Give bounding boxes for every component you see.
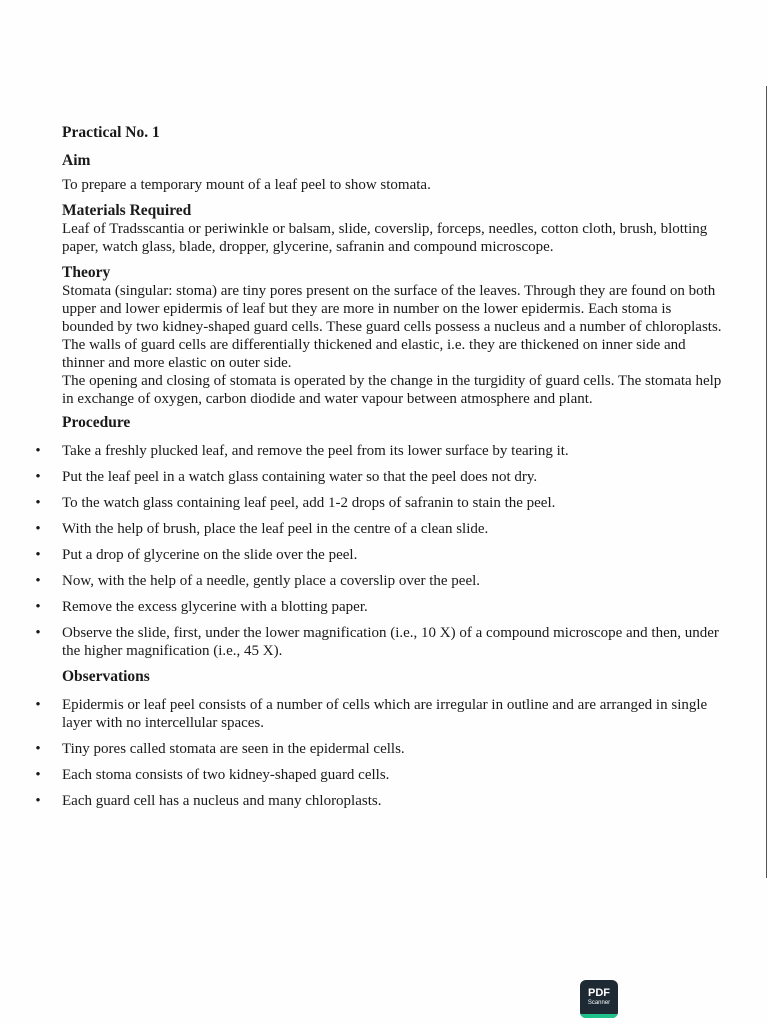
bullet-icon: •: [35, 625, 41, 641]
bullet-icon: •: [35, 547, 41, 563]
observations-list: [33, 696, 726, 810]
procedure-step-text: Put the leaf peel in a watch glass containing water so that the peel does not dry.: [62, 469, 538, 485]
procedure-step: [33, 624, 726, 660]
bullet-icon: •: [35, 697, 41, 713]
theory-paragraph-1: Stomata (singular: stoma) are tiny pores present on the surface of the leaves. Through they are found on both upper and lower epidermis of leaf but they are more in number on the lower epidermis. Each stoma is bounded by two kidney-shaped guard cells. These guard cells possess a nucleus and a number of chloroplasts. The walls of guard cells are differentially thickened and elastic, i.e. they are thickened on inner side and thinner and more elastic on outer side.: [62, 283, 722, 371]
observation-text: Each stoma consists of two kidney-shaped guard cells.: [62, 767, 390, 783]
observation-item: [33, 792, 726, 810]
materials-heading: Materials Required: [62, 202, 192, 219]
badge-accent-bar: [580, 1014, 618, 1018]
bullet-icon: •: [35, 741, 41, 757]
aim-heading: Aim: [62, 152, 91, 169]
observation-text: Epidermis or leaf peel consists of a number of cells which are irregular in outline and are arranged in single layer with no intercellular spaces.: [62, 697, 708, 731]
procedure-step: [33, 494, 726, 512]
procedure-step-text: Now, with the help of a needle, gently place a coverslip over the peel.: [62, 573, 481, 589]
procedure-step-text: Take a freshly plucked leaf, and remove the peel from its lower surface by tearing it.: [62, 443, 569, 459]
aim-text: To prepare a temporary mount of a leaf peel to show stomata.: [62, 177, 431, 193]
badge-label: PDF: [588, 987, 610, 999]
bullet-icon: •: [35, 469, 41, 485]
badge-sublabel: Scanner: [587, 1000, 611, 1006]
procedure-step: [33, 572, 726, 590]
observation-text: Tiny pores called stomata are seen in the epidermal cells.: [62, 741, 405, 757]
bullet-icon: •: [35, 573, 41, 589]
observation-text: Each guard cell has a nucleus and many chloroplasts.: [62, 793, 382, 809]
bullet-icon: •: [35, 599, 41, 615]
document-content: [35, 124, 726, 818]
procedure-list: [33, 442, 726, 660]
procedure-heading: Procedure: [62, 414, 131, 431]
bullet-icon: •: [35, 793, 41, 809]
observation-item: [33, 740, 726, 758]
bullet-icon: •: [35, 443, 41, 459]
procedure-step: [33, 442, 726, 460]
procedure-step-text: Put a drop of glycerine on the slide over the peel.: [62, 547, 358, 563]
pdf-scanner-badge-icon[interactable]: [580, 980, 618, 1018]
theory-heading: Theory: [62, 264, 111, 281]
procedure-step-text: To the watch glass containing leaf peel, add 1-2 drops of safranin to stain the peel.: [62, 495, 556, 511]
procedure-step-text: With the help of brush, place the leaf peel in the centre of a clean slide.: [62, 521, 489, 537]
procedure-step-text: Remove the excess glycerine with a blotting paper.: [62, 599, 368, 615]
theory-paragraph-2: The opening and closing of stomata is operated by the change in the turgidity of guard cells. The stomata help in exchange of oxygen, carbon diodide and water vapour between atmosphere and plant.: [62, 373, 722, 407]
practical-title: Practical No. 1: [62, 124, 160, 141]
procedure-step: [33, 546, 726, 564]
observations-heading: Observations: [62, 668, 150, 685]
page-edge-line: [766, 86, 767, 878]
procedure-step: [33, 598, 726, 616]
materials-text: Leaf of Tradsscantia or periwinkle or balsam, slide, coverslip, forceps, needles, cotton cloth, brush, blotting paper, watch glass, blade, dropper, glycerine, safranin and compound microscope.: [62, 221, 708, 255]
bullet-icon: •: [35, 521, 41, 537]
observation-item: [33, 696, 726, 732]
bullet-icon: •: [35, 767, 41, 783]
procedure-step: [33, 468, 726, 486]
procedure-step: [33, 520, 726, 538]
observation-item: [33, 766, 726, 784]
procedure-step-text: Observe the slide, first, under the lower magnification (i.e., 10 X) of a compound microscope and then, under the higher magnification (i.e., 45 X).: [62, 625, 719, 659]
bullet-icon: •: [35, 495, 41, 511]
